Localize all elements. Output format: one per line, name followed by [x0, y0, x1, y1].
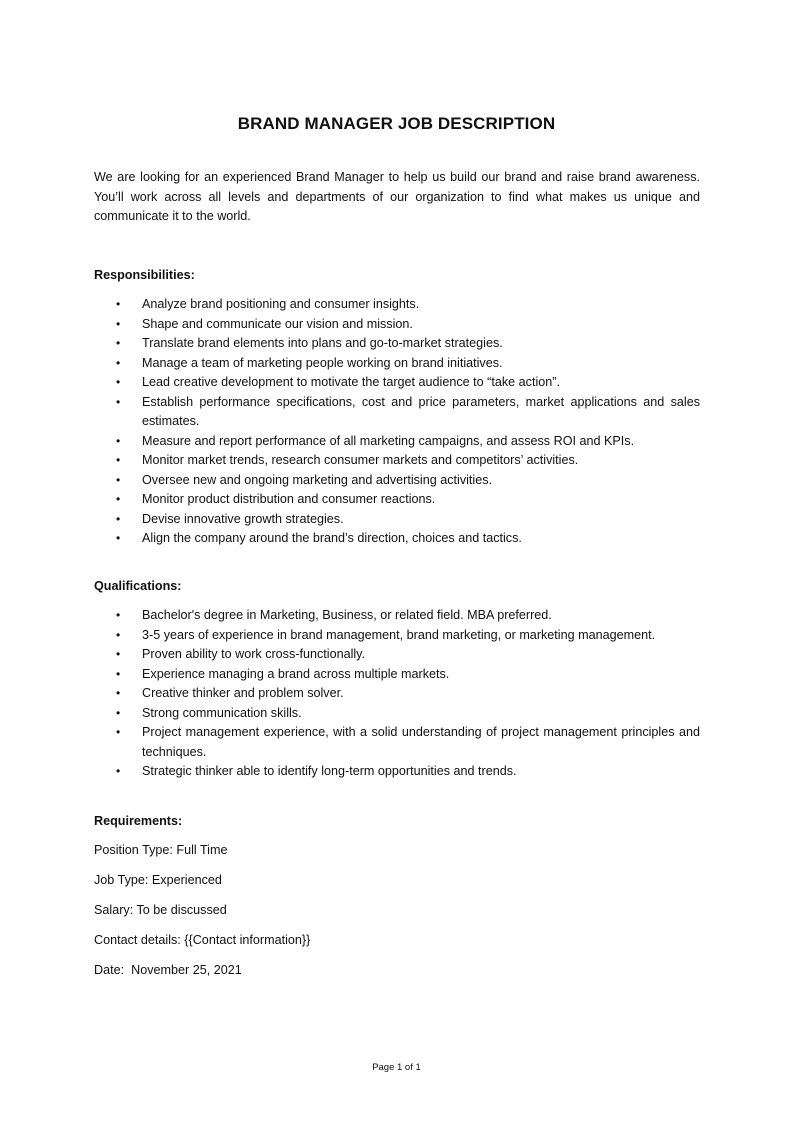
list-item	[94, 723, 700, 762]
list-item	[94, 665, 700, 685]
bullet-icon: •	[116, 375, 121, 389]
list-item-text: Measure and report performance of all marketing campaigns, and assess ROI and KPIs.	[142, 433, 635, 448]
bullet-icon: •	[116, 764, 121, 778]
list-item	[94, 626, 700, 646]
list-item-text: Analyze brand positioning and consumer insights.	[142, 297, 420, 311]
salary-line: Salary: To be discussed	[94, 903, 227, 917]
list-item-text: Experience managing a brand across multiple markets.	[142, 666, 450, 681]
page-number-footer: Page 1 of 1	[372, 1062, 421, 1073]
list-item-text: Manage a team of marketing people working on brand initiatives.	[142, 355, 503, 370]
list-item	[94, 762, 700, 782]
list-item	[94, 334, 700, 354]
list-item-text: Creative thinker and problem solver.	[142, 686, 344, 700]
bullet-icon: •	[116, 511, 121, 526]
list-item	[94, 432, 700, 452]
list-item-text: Oversee new and ongoing marketing and advertising activities.	[142, 472, 493, 487]
qualifications-heading: Qualifications:	[94, 578, 182, 593]
bullet-icon: •	[116, 336, 121, 350]
list-item-text: Lead creative development to motivate the target audience to “take action”.	[142, 375, 560, 389]
document-body	[94, 168, 700, 981]
list-item-text: 3-5 years of experience in brand management, brand marketing, or marketing management.	[142, 627, 656, 642]
position-type-line: Position Type: Full Time	[94, 843, 228, 857]
bullet-icon: •	[116, 316, 121, 331]
list-item	[94, 471, 700, 491]
list-item	[94, 490, 700, 510]
list-item-text: Translate brand elements into plans and go-to-market strategies.	[142, 336, 503, 350]
responsibilities-list	[94, 295, 700, 549]
list-item	[94, 645, 700, 665]
list-item-text: Shape and communicate our vision and mission.	[142, 316, 413, 331]
requirements-heading: Requirements:	[94, 813, 183, 828]
list-item	[94, 373, 700, 393]
bullet-icon: •	[116, 666, 121, 681]
list-item-text: Strong communication skills.	[142, 705, 302, 720]
bullet-icon: •	[116, 297, 121, 311]
list-item-text: Devise innovative growth strategies.	[142, 511, 344, 526]
bullet-icon: •	[116, 453, 121, 467]
bullet-icon: •	[116, 394, 121, 409]
list-item	[94, 451, 700, 471]
list-item	[94, 315, 700, 335]
bullet-icon: •	[116, 705, 121, 720]
bullet-icon: •	[116, 492, 121, 506]
contact-details-line: Contact details: {{Contact information}}	[94, 933, 311, 947]
bullet-icon: •	[116, 355, 121, 370]
bullet-icon: •	[116, 472, 121, 487]
bullet-icon: •	[116, 433, 121, 448]
list-item	[94, 529, 700, 549]
list-item-text: Establish performance specifications, cost and price parameters, market applications and sales estimates.	[142, 394, 700, 428]
list-item-text: Strategic thinker able to identify long-term opportunities and trends.	[142, 764, 517, 778]
list-item-text: Project management experience, with a solid understanding of project management principles and techniques.	[142, 725, 700, 759]
list-item-text: Monitor market trends, research consumer markets and competitors’ activities.	[142, 453, 579, 467]
bullet-icon: •	[116, 531, 121, 545]
list-item	[94, 393, 700, 432]
qualifications-list	[94, 606, 700, 782]
list-item	[94, 354, 700, 374]
list-item	[94, 510, 700, 530]
list-item	[94, 684, 700, 704]
list-item-text: Monitor product distribution and consumer reactions.	[142, 492, 436, 506]
list-item	[94, 704, 700, 724]
list-item	[94, 606, 700, 626]
responsibilities-heading: Responsibilities:	[94, 267, 195, 282]
bullet-icon: •	[116, 686, 121, 700]
list-item-text: Bachelor's degree in Marketing, Business, or related field. MBA preferred.	[142, 608, 552, 622]
bullet-icon: •	[116, 608, 121, 622]
bullet-icon: •	[116, 627, 121, 642]
job-type-line: Job Type: Experienced	[94, 873, 222, 887]
date-line: Date: November 25, 2021	[94, 963, 242, 977]
list-item-text: Align the company around the brand’s direction, choices and tactics.	[142, 531, 522, 545]
document-title: BRAND MANAGER JOB DESCRIPTION	[237, 114, 556, 133]
bullet-icon: •	[116, 725, 121, 739]
list-item	[94, 295, 700, 315]
intro-paragraph: We are looking for an experienced Brand Manager to help us build our brand and raise brand awareness. You’ll work across all levels and departments of our organization to find what makes us unique and communicate it to the world.	[94, 170, 700, 223]
list-item-text: Proven ability to work cross-functionally.	[142, 647, 366, 661]
bullet-icon: •	[116, 647, 121, 661]
